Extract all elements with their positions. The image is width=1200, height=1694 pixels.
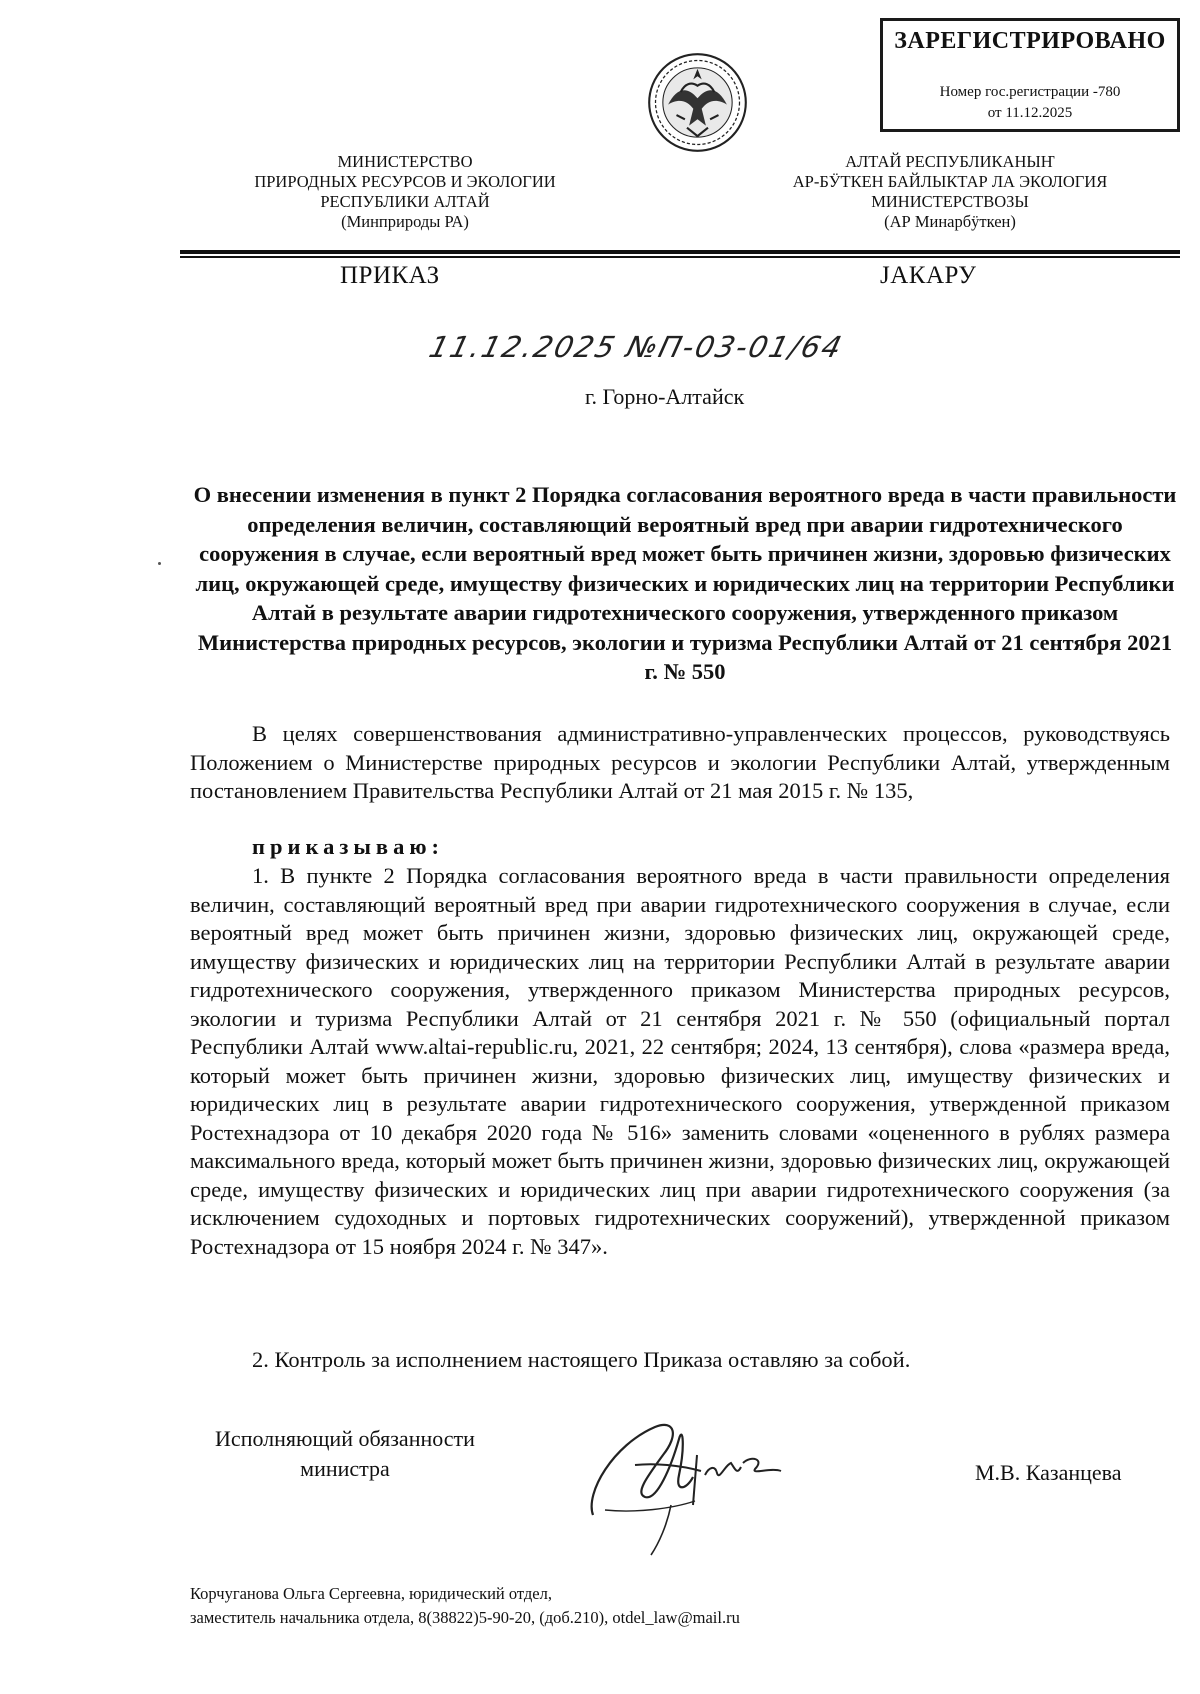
stamp-reg-number: Номер гос.регистрации -780 [939, 84, 1121, 100]
order-item-2: 2. Контроль за исполнением настоящего Приказа оставляю за собой. [252, 1347, 911, 1372]
stamp-title: ЗАРЕГИСТРИРОВАНО [894, 28, 1166, 54]
intro-paragraph: В целях совершенствования административно-управленческих процессов, руководствуясь Положением о Министерстве природных ресурсов и экологии Республики Алтай, утвержденным постановлением Правительства Республики Алтай от 21 мая 2015 г. № 135, [190, 721, 1170, 803]
signatory-position-line2: министра [300, 1456, 390, 1481]
header-right-line3: МИНИСТЕРСТВОЗЫ [871, 192, 1029, 211]
header-right-line2: АР-БӰТКЕН БАЙЛЫКТАР ЛА ЭКОЛОГИЯ [792, 172, 1108, 191]
contact-line2: заместитель начальника отдела, 8(38822)5-90-20, (доб.210), otdel_law@mail.ru [190, 1608, 740, 1627]
header-left-line2: ПРИРОДНЫХ РЕСУРСОВ И ЭКОЛОГИИ [254, 172, 556, 191]
ministry-header-russian [200, 152, 610, 232]
header-left-line1: МИНИСТЕРСТВО [337, 152, 473, 171]
coat-of-arms-icon [645, 50, 750, 155]
header-divider-thick [180, 250, 1180, 254]
order-word: приказываю: [252, 834, 445, 859]
city: г. Горно-Алтайск [585, 384, 745, 409]
signatory-position-line1: Исполняющий обязанности [215, 1426, 475, 1451]
order-label-altai: ЈАКАРУ [880, 262, 977, 289]
order-label-russian: ПРИКАЗ [340, 262, 440, 289]
ministry-header-altai [745, 152, 1155, 232]
signatory-position [190, 1424, 500, 1484]
order-item-1: 1. В пункте 2 Порядка согласования вероятного вреда в части правильности определения величин, составляющий вероятный вред при аварии гидротехнического сооружения в случае, если вероятный вред может быть причинен жизни, здоровью физических лиц, окружающей среде, имуществу физических и юридических лиц на территории Республики Алтай в результате аварии гидротехнического сооружения, утвержденного приказом Министерства природных ресурсов, экологии и туризма Республики Алтай от 21 сентября 2021 г. № 550 (официальный портал Республики Алтай www.altai-republic.ru, 2021, 22 сентября; 2024, 13 сентября), слова «размера вреда, который может быть причинен жизни, здоровью физических лиц, имуществу физических и юридических лиц в результате аварии гидротехнического сооружения, утвержденной приказом Ростехнадзора от 10 декабря 2020 года № 516» заменить словами «оцененного в рублях размера максимального вреда, который может быть причинен жизни, здоровью физических лиц, окружающей среде, имуществу физических и юридических лиц при аварии гидротехнического сооружения (за исключением судоходных и портовых гидротехнических сооружений), утвержденной приказом Ростехнадзора от 15 ноября 2024 г. № 347». [190, 863, 1170, 1259]
stamp-reg-date: от 11.12.2025 [987, 105, 1073, 121]
signature-icon [575, 1405, 820, 1560]
executor-contact [190, 1582, 1170, 1630]
header-right-line1: АЛТАЙ РЕСПУБЛИКАНЫҤ [845, 152, 1055, 171]
header-left-line4: (Минприроды РА) [341, 212, 469, 231]
registration-stamp [880, 18, 1180, 132]
signatory-name: М.В. Казанцева [975, 1460, 1122, 1485]
header-left-line3: РЕСПУБЛИКИ АЛТАЙ [320, 192, 490, 211]
header-right-line4: (АР Минарбӱткен) [884, 212, 1016, 231]
header-divider-thin [180, 256, 1180, 258]
document-title: О внесении изменения в пункт 2 Порядка согласования вероятного вреда в части правильности определения величин, составляющий вероятный вред при аварии гидротехнического сооружения в случае, если вероятный вред может быть причинен жизни, здоровью физических лиц, окружающей среде, имуществу физических и юридических лиц на территории Республики Алтай в результате аварии гидротехнического сооружения, утвержденного приказом Министерства природных ресурсов, экологии и туризма Республики Алтай от 21 сентября 2021 г. № 550 [193, 482, 1177, 684]
scan-speck [158, 562, 161, 565]
contact-line1: Корчуганова Ольга Сергеевна, юридический отдел, [190, 1584, 552, 1603]
handwritten-date-number: 11.12.2025 №П-03-01/64 [425, 330, 847, 364]
